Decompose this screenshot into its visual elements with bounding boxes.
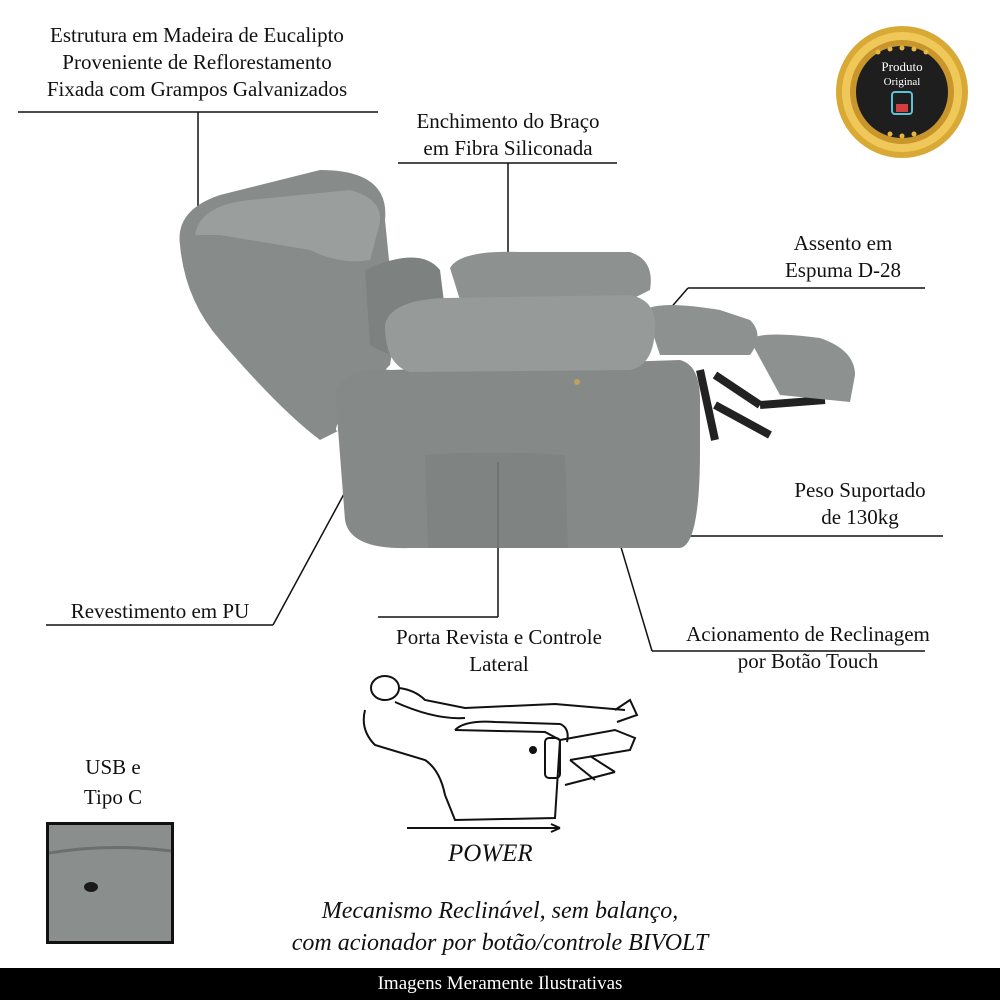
label-acionamento-line1: Acionamento de Reclinagem: [686, 622, 930, 646]
label-revestimento: Revestimento em PU: [70, 599, 250, 623]
label-usb-line2: Tipo C: [83, 785, 143, 809]
label-usb-line1: USB e: [85, 755, 141, 779]
label-porta-line2: Lateral: [469, 652, 529, 676]
power-label: POWER: [448, 840, 533, 867]
label-estrutura-line3: Fixada com Grampos Galvanizados: [46, 77, 348, 101]
original-product-seal: [828, 22, 976, 162]
magazine-pocket: [425, 453, 568, 549]
touch-button: [574, 379, 580, 385]
label-estrutura: [22, 22, 372, 103]
label-assento: [768, 230, 918, 284]
label-peso-line1: Peso Suportado: [794, 478, 926, 502]
footrest-cushion: [750, 334, 855, 402]
seal-line2: Original: [883, 76, 921, 88]
label-enchimento-line2: em Fibra Siliconada: [423, 136, 593, 160]
label-estrutura-line1: Estrutura em Madeira de Eucalipto: [50, 23, 344, 47]
seat-cushion: [645, 305, 758, 355]
label-assento-line1: Assento em: [793, 231, 893, 255]
recline-diagram: [355, 660, 645, 835]
mechanism-line2: com acionador por botão/controle BIVOLT: [291, 930, 709, 956]
label-enchimento: [396, 108, 620, 162]
label-acionamento-line2: por Botão Touch: [737, 649, 879, 673]
label-estrutura-line2: Proveniente de Reflorestamento: [62, 50, 332, 74]
arm-rest: [385, 295, 655, 372]
mechanism-line1: Mecanismo Reclinável, sem balanço,: [321, 898, 679, 924]
label-enchimento-line1: Enchimento do Braço: [416, 109, 600, 133]
seal-line1: Produto: [881, 59, 923, 74]
label-assento-line2: Espuma D-28: [784, 258, 902, 282]
recliner-chair-image: [160, 150, 870, 570]
label-peso-line2: de 130kg: [821, 505, 899, 529]
footer-disclaimer: Imagens Meramente Ilustrativas: [0, 968, 1000, 1000]
label-usb: [78, 752, 148, 812]
mechanism-caption: [200, 895, 800, 959]
label-porta-line1: Porta Revista e Controle: [396, 625, 602, 649]
usb-port-icon: [84, 882, 98, 892]
label-peso: [770, 477, 950, 531]
label-acionamento: [662, 621, 954, 675]
usb-port-detail-image: [46, 822, 174, 944]
